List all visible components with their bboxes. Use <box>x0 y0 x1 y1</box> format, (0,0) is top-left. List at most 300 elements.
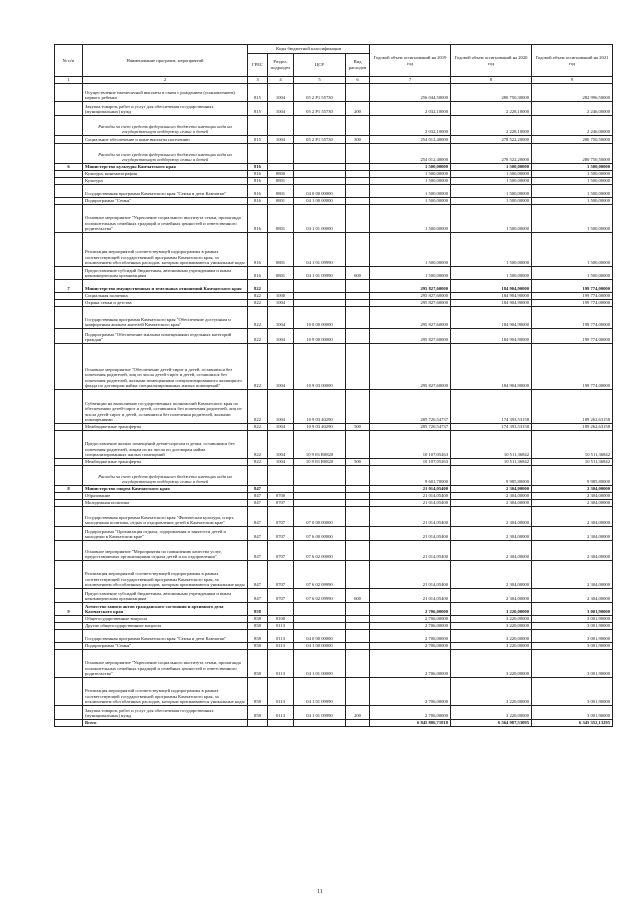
row-amount-2020: 184 904,90000 <box>451 280 532 293</box>
row-vr <box>346 390 370 424</box>
row-csr: 04 1 01 09990 <box>294 678 346 706</box>
row-vr <box>346 205 370 233</box>
header-section: Раздел, подраздел <box>268 54 294 77</box>
table-row <box>55 178 613 185</box>
row-name: Реализация мероприятий соответствующей подпрограммы в рамках соответствующей государственной программы Камчатского края, за исключением обособленных расходов, которым присваиваются уникальные коды <box>83 678 248 706</box>
row-csr <box>294 300 346 307</box>
row-grbs: 816 <box>248 185 268 198</box>
table-row <box>55 144 613 164</box>
row-amount-2020: 2 304,00000 <box>451 527 532 541</box>
table-row <box>55 507 613 527</box>
row-amount-2019: 285 720,54737 <box>370 424 451 431</box>
row-csr: 07 6 02 09990 <box>294 589 346 603</box>
row-grbs: 822 <box>248 329 268 344</box>
row-amount-2019: 2 706,00000 <box>370 643 451 650</box>
row-name: Министерство культуры Камчатского края <box>83 164 248 171</box>
row-amount-2021: 1 500,00000 <box>532 171 613 178</box>
row-vr <box>346 678 370 706</box>
row-number <box>55 424 83 431</box>
row-section: 0700 <box>268 493 294 500</box>
row-name: Всего <box>83 720 248 727</box>
column-number: 2 <box>83 77 248 84</box>
row-number <box>55 102 83 116</box>
row-section: 0707 <box>268 507 294 527</box>
table-row <box>55 102 613 116</box>
column-number: 3 <box>248 77 268 84</box>
row-amount-2019: 2 706,00000 <box>370 706 451 720</box>
row-name: Культура, кинематография <box>83 171 248 178</box>
table-row <box>55 459 613 466</box>
table-row <box>55 630 613 643</box>
row-amount-2019: 6 845 806,71818 <box>370 720 451 727</box>
row-number <box>55 630 83 643</box>
row-section: 1004 <box>268 84 294 102</box>
table-row <box>55 500 613 507</box>
row-grbs: 816 <box>248 164 268 171</box>
row-csr: 04 1 01 00000 <box>294 650 346 678</box>
row-section: 1004 <box>268 102 294 116</box>
row-vr: 200 <box>346 706 370 720</box>
row-amount-2019: 21 014,05400 <box>370 527 451 541</box>
row-name: Основное мероприятие "Укрепление социального института семьи, пропаганда положительных семейных традиций и семейных ценностей и ответственного родительства" <box>83 205 248 233</box>
row-amount-2021: 3 001,90000 <box>532 678 613 706</box>
row-name: Осуществление ежемесячной выплаты в связи с рождением (усыновлением) первого ребенка <box>83 84 248 102</box>
row-amount-2020: 1 500,00000 <box>451 233 532 267</box>
row-csr <box>294 486 346 493</box>
row-amount-2020: 2 228,10000 <box>451 116 532 136</box>
row-csr: 04 1 00 00000 <box>294 643 346 650</box>
row-number <box>55 293 83 300</box>
row-csr: 10 9 03 40290 <box>294 424 346 431</box>
table-row <box>55 136 613 144</box>
row-grbs: 815 <box>248 84 268 102</box>
row-number: 7 <box>55 280 83 293</box>
row-amount-2021: 3 001,90000 <box>532 643 613 650</box>
row-number <box>55 267 83 280</box>
row-section <box>268 603 294 616</box>
row-amount-2021: 3 001,90000 <box>532 650 613 678</box>
row-amount-2021: 3 001,90000 <box>532 630 613 643</box>
table-row <box>55 466 613 486</box>
row-name: Молодежная политика <box>83 500 248 507</box>
row-amount-2019: 21 014,05400 <box>370 561 451 589</box>
row-section: 0800 <box>268 171 294 178</box>
row-amount-2020: 2 304,00000 <box>451 486 532 493</box>
column-number: 5 <box>294 77 346 84</box>
row-amount-2019: 10 107,05263 <box>370 459 451 466</box>
row-name: Закупка товаров, работ и услуг для обеспечения государственных (муниципальных) нужд <box>83 706 248 720</box>
row-amount-2021: 10 511,36842 <box>532 459 613 466</box>
row-amount-2021: 6 345 352,13295 <box>532 720 613 727</box>
row-section: 0113 <box>268 706 294 720</box>
row-number <box>55 527 83 541</box>
row-amount-2019: 2 706,00000 <box>370 630 451 643</box>
row-vr <box>346 507 370 527</box>
row-name: Расходы за счет средств федерального бюджета имеющих кода на государственную поддержку семьи и детей <box>83 144 248 164</box>
table-row <box>55 706 613 720</box>
row-amount-2019: 2 706,00000 <box>370 623 451 630</box>
row-section: 0707 <box>268 500 294 507</box>
row-csr: 04 1 01 09990 <box>294 267 346 280</box>
row-number <box>55 136 83 144</box>
row-amount-2020: 1 500,00000 <box>451 205 532 233</box>
row-vr <box>346 329 370 344</box>
row-amount-2019: 254 012,40000 <box>370 144 451 164</box>
row-amount-2020: 3 220,00000 <box>451 706 532 720</box>
row-amount-2020: 174 393,53158 <box>451 390 532 424</box>
row-csr: 10 0 00 00000 <box>294 307 346 329</box>
row-csr <box>294 280 346 293</box>
row-vr <box>346 198 370 205</box>
row-csr: 04 0 00 00000 <box>294 630 346 643</box>
row-section: 0801 <box>268 205 294 233</box>
row-section: 0801 <box>268 267 294 280</box>
row-section: 0801 <box>268 233 294 267</box>
row-amount-2020: 2 228,10000 <box>451 102 532 116</box>
row-amount-2019: 1 500,00000 <box>370 185 451 198</box>
row-amount-2019: 21 014,05400 <box>370 500 451 507</box>
row-amount-2020: 278 522,20000 <box>451 144 532 164</box>
table-row <box>55 541 613 561</box>
row-name: Подпрограмма "Организация отдыха, оздоровления и занятости детей и молодежи в Камчатском крае" <box>83 527 248 541</box>
row-name: Министерство имущественных и земельных отношений Камчатского края <box>83 280 248 293</box>
row-grbs: 847 <box>248 541 268 561</box>
row-section: 0100 <box>268 616 294 623</box>
row-name: Предоставление субсидий бюджетным, автономным учреждениям и иным некоммерческим организациям <box>83 267 248 280</box>
table-row <box>55 527 613 541</box>
row-section: 1004 <box>268 307 294 329</box>
row-section <box>268 486 294 493</box>
row-amount-2021: 3 001,90000 <box>532 623 613 630</box>
row-csr: 04 1 01 00000 <box>294 205 346 233</box>
column-number-row <box>55 77 613 84</box>
header-csr: ЦСР <box>294 54 346 77</box>
table-row <box>55 171 613 178</box>
table-row <box>55 678 613 706</box>
row-amount-2019: 2 706,00000 <box>370 616 451 623</box>
header-2020: Годовой объем ассигнований на 2020 год <box>451 45 532 77</box>
row-number <box>55 678 83 706</box>
row-grbs: 858 <box>248 706 268 720</box>
row-number <box>55 144 83 164</box>
row-number <box>55 344 83 390</box>
row-amount-2021: 1 500,00000 <box>532 185 613 198</box>
row-grbs: 822 <box>248 344 268 390</box>
table-row <box>55 300 613 307</box>
table-row <box>55 589 613 603</box>
row-vr <box>346 500 370 507</box>
row-grbs: 816 <box>248 233 268 267</box>
row-name: Основное мероприятие "Укрепление социального института семьи, пропаганда положительных семейных традиций и семейных ценностей и ответственного родительства" <box>83 650 248 678</box>
header-number: № п/п <box>55 45 83 77</box>
row-amount-2021: 1 500,00000 <box>532 205 613 233</box>
row-amount-2020: 184 904,90000 <box>451 344 532 390</box>
row-number <box>55 720 83 727</box>
row-grbs: 822 <box>248 307 268 329</box>
row-amount-2021: 2 246,00000 <box>532 102 613 116</box>
row-name: Подпрограмма "Семья" <box>83 198 248 205</box>
table-row <box>55 205 613 233</box>
row-amount-2020: 3 220,00000 <box>451 603 532 616</box>
row-amount-2020: 3 220,00000 <box>451 616 532 623</box>
row-amount-2021: 2 304,00000 <box>532 561 613 589</box>
row-amount-2021: 2 304,00000 <box>532 541 613 561</box>
row-grbs: 847 <box>248 507 268 527</box>
row-name: Реализация мероприятий соответствующей подпрограммы в рамках соответствующей государственной программы Камчатского края, за исключением обособленных расходов, которым присваиваются уникальные коды <box>83 561 248 589</box>
row-csr <box>294 623 346 630</box>
row-grbs: 847 <box>248 500 268 507</box>
row-amount-2021: 1 500,00000 <box>532 233 613 267</box>
row-number <box>55 300 83 307</box>
row-vr <box>346 300 370 307</box>
header-grbs: ГРБС <box>248 54 268 77</box>
row-vr <box>346 307 370 329</box>
row-section: 1004 <box>268 431 294 459</box>
row-grbs <box>248 720 268 727</box>
row-vr <box>346 720 370 727</box>
row-grbs: 816 <box>248 178 268 185</box>
row-section: 0113 <box>268 678 294 706</box>
column-number: 7 <box>370 77 451 84</box>
row-csr <box>294 293 346 300</box>
row-amount-2019: 1 500,00000 <box>370 178 451 185</box>
row-csr <box>294 178 346 185</box>
row-amount-2020: 1 500,00000 <box>451 178 532 185</box>
row-grbs: 847 <box>248 589 268 603</box>
row-amount-2021: 3 001,90000 <box>532 603 613 616</box>
row-amount-2021: 199 774,00000 <box>532 307 613 329</box>
row-section: 1004 <box>268 344 294 390</box>
row-amount-2020: 2 304,00000 <box>451 561 532 589</box>
row-amount-2021: 189 262,63158 <box>532 390 613 424</box>
row-name: Основное мероприятие "Обеспечение детей-сирот и детей, оставшихся без попечения родителей, лиц из числа детей-сирот и детей, оставшихся без попечения родителей, жилыми помещениями специализированного жилищного фонда по договорам найма специализированных жилых помещений" <box>83 344 248 390</box>
table-row <box>55 390 613 424</box>
row-csr <box>294 720 346 727</box>
row-amount-2020: 3 220,00000 <box>451 650 532 678</box>
row-amount-2020: 1 500,00000 <box>451 267 532 280</box>
row-number <box>55 431 83 459</box>
table-row <box>55 424 613 431</box>
row-vr <box>346 344 370 390</box>
row-number <box>55 507 83 527</box>
row-amount-2021: 189 262,63158 <box>532 424 613 431</box>
row-section <box>268 164 294 171</box>
row-csr: 05 2 P1 55730 <box>294 136 346 144</box>
row-csr <box>294 493 346 500</box>
table-row <box>55 84 613 102</box>
row-amount-2019: 2 032,10000 <box>370 116 451 136</box>
row-grbs: 816 <box>248 267 268 280</box>
row-grbs: 822 <box>248 280 268 293</box>
row-vr <box>346 233 370 267</box>
row-number <box>55 185 83 198</box>
row-amount-2019: 256 044,50000 <box>370 84 451 102</box>
row-section: 0707 <box>268 541 294 561</box>
row-amount-2020: 9 985,80000 <box>451 466 532 486</box>
row-csr: 04 1 01 09990 <box>294 706 346 720</box>
row-csr <box>294 171 346 178</box>
row-section: 1004 <box>268 390 294 424</box>
row-number <box>55 198 83 205</box>
row-name: Расходы за счет средств федерального бюджета имеющих кода на государственную поддержку семьи и детей <box>83 116 248 136</box>
row-grbs: 815 <box>248 102 268 116</box>
row-amount-2020: 3 220,00000 <box>451 643 532 650</box>
row-amount-2021: 282 996,50000 <box>532 84 613 102</box>
row-grbs <box>248 144 268 164</box>
row-name: Государственная программа Камчатского края "Семья и дети Камчатки" <box>83 185 248 198</box>
row-grbs: 847 <box>248 527 268 541</box>
row-csr: 05 2 P1 55730 <box>294 84 346 102</box>
row-number <box>55 116 83 136</box>
row-grbs <box>248 116 268 136</box>
row-grbs: 858 <box>248 678 268 706</box>
row-vr <box>346 293 370 300</box>
row-vr: 300 <box>346 136 370 144</box>
table-row <box>55 307 613 329</box>
row-name: Подпрограмма "Семья" <box>83 643 248 650</box>
row-csr: 10 9 03 R0820 <box>294 459 346 466</box>
row-vr <box>346 171 370 178</box>
row-amount-2021: 280 750,50000 <box>532 144 613 164</box>
row-amount-2021: 2 304,00000 <box>532 493 613 500</box>
row-vr <box>346 623 370 630</box>
row-name: Основное мероприятие "Мероприятия по повышению качества услуг, предоставляемых организациями отдыха детей и их оздоровления" <box>83 541 248 561</box>
row-name: Социальная политика <box>83 293 248 300</box>
row-csr <box>294 603 346 616</box>
row-amount-2020: 2 304,00000 <box>451 500 532 507</box>
row-name: Реализация мероприятий соответствующей подпрограммы в рамках соответствующей государственной программы Камчатского края, за исключением обособленных расходов, которым присваиваются уникальные коды <box>83 233 248 267</box>
row-name: Образование <box>83 493 248 500</box>
table-row <box>55 493 613 500</box>
row-vr: 500 <box>346 459 370 466</box>
row-name: Межбюджетные трансферты <box>83 459 248 466</box>
row-section <box>268 280 294 293</box>
row-section: 0707 <box>268 527 294 541</box>
row-name: Государственная программа Камчатского края "Семья и дети Камчатки" <box>83 630 248 643</box>
row-amount-2019: 1 500,00000 <box>370 205 451 233</box>
row-amount-2020: 184 904,90000 <box>451 329 532 344</box>
column-number: 8 <box>451 77 532 84</box>
row-name: Закупка товаров, работ и услуг для обеспечения государственных (муниципальных) нужд <box>83 102 248 116</box>
row-amount-2021: 2 304,00000 <box>532 507 613 527</box>
row-vr <box>346 431 370 459</box>
row-section: 0801 <box>268 198 294 205</box>
row-section: 0707 <box>268 589 294 603</box>
row-name: Министерство спорта Камчатского края <box>83 486 248 493</box>
row-vr <box>346 84 370 102</box>
row-amount-2020: 1 500,00000 <box>451 198 532 205</box>
row-amount-2019: 21 014,05400 <box>370 493 451 500</box>
header-vr: Вид расходов <box>346 54 370 77</box>
row-csr: 04 0 00 00000 <box>294 185 346 198</box>
row-name: Подпрограмма "Обеспечение жилыми помещениями отдельных категорий граждан" <box>83 329 248 344</box>
row-amount-2019: 21 014,05400 <box>370 486 451 493</box>
row-amount-2019: 1 500,00000 <box>370 233 451 267</box>
row-section <box>268 116 294 136</box>
table-row <box>55 185 613 198</box>
header-2019: Годовой объем ассигнований на 2019 год <box>370 45 451 77</box>
row-vr <box>346 603 370 616</box>
row-amount-2021: 2 304,00000 <box>532 589 613 603</box>
row-amount-2020: 10 511,36842 <box>451 431 532 459</box>
table-row <box>55 623 613 630</box>
row-number <box>55 390 83 424</box>
row-section: 0801 <box>268 178 294 185</box>
row-number: 6 <box>55 164 83 171</box>
row-amount-2019: 1 500,00000 <box>370 267 451 280</box>
row-vr <box>346 144 370 164</box>
row-amount-2019: 1 500,00000 <box>370 164 451 171</box>
row-section: 0113 <box>268 650 294 678</box>
row-amount-2020: 278 522,20000 <box>451 136 532 144</box>
row-amount-2019: 2 706,00000 <box>370 603 451 616</box>
row-grbs: 858 <box>248 603 268 616</box>
row-grbs: 822 <box>248 424 268 431</box>
row-amount-2020: 3 220,00000 <box>451 630 532 643</box>
row-amount-2021: 199 774,00000 <box>532 293 613 300</box>
row-vr <box>346 493 370 500</box>
budget-sheet <box>54 44 612 727</box>
row-csr <box>294 144 346 164</box>
row-amount-2021: 3 001,90000 <box>532 616 613 623</box>
row-amount-2019: 295 827,60000 <box>370 329 451 344</box>
row-vr <box>346 280 370 293</box>
row-section: 0113 <box>268 623 294 630</box>
row-grbs <box>248 466 268 486</box>
row-amount-2021: 1 500,00000 <box>532 164 613 171</box>
row-csr: 10 9 03 R0820 <box>294 431 346 459</box>
row-vr: 200 <box>346 102 370 116</box>
row-vr <box>346 650 370 678</box>
row-number: 9 <box>55 603 83 616</box>
row-amount-2020: 2 304,00000 <box>451 507 532 527</box>
row-section: 1004 <box>268 300 294 307</box>
table-row <box>55 280 613 293</box>
row-amount-2021: 2 304,00000 <box>532 527 613 541</box>
row-amount-2019: 254 012,40000 <box>370 136 451 144</box>
row-csr: 07 0 00 00000 <box>294 507 346 527</box>
table-row <box>55 486 613 493</box>
row-name: Охрана семьи и детства <box>83 300 248 307</box>
row-grbs: 858 <box>248 630 268 643</box>
row-amount-2019: 295 827,60000 <box>370 344 451 390</box>
row-csr <box>294 164 346 171</box>
row-vr <box>346 185 370 198</box>
row-amount-2021: 2 304,00000 <box>532 486 613 493</box>
header-2021: Годовой объем ассигнований на 2021 год <box>532 45 613 77</box>
row-csr: 04 1 01 09990 <box>294 233 346 267</box>
row-amount-2021: 10 511,36842 <box>532 431 613 459</box>
row-amount-2020: 1 500,00000 <box>451 171 532 178</box>
row-name: Расходы за счет средств федерального бюджета имеющих кода на государственную поддержку семьи и детей <box>83 466 248 486</box>
row-amount-2020: 1 500,00000 <box>451 185 532 198</box>
row-amount-2021: 199 774,00000 <box>532 280 613 293</box>
row-amount-2019: 21 014,05400 <box>370 589 451 603</box>
table-row <box>55 720 613 727</box>
row-number: 8 <box>55 486 83 493</box>
row-vr: 500 <box>346 424 370 431</box>
row-amount-2019: 1 500,00000 <box>370 171 451 178</box>
row-amount-2020: 10 511,36842 <box>451 459 532 466</box>
column-number: 6 <box>346 77 370 84</box>
row-section: 1004 <box>268 424 294 431</box>
row-vr <box>346 116 370 136</box>
row-number <box>55 706 83 720</box>
row-vr: 600 <box>346 589 370 603</box>
budget-rows <box>55 84 613 727</box>
row-amount-2021: 9 985,80000 <box>532 466 613 486</box>
row-number <box>55 541 83 561</box>
